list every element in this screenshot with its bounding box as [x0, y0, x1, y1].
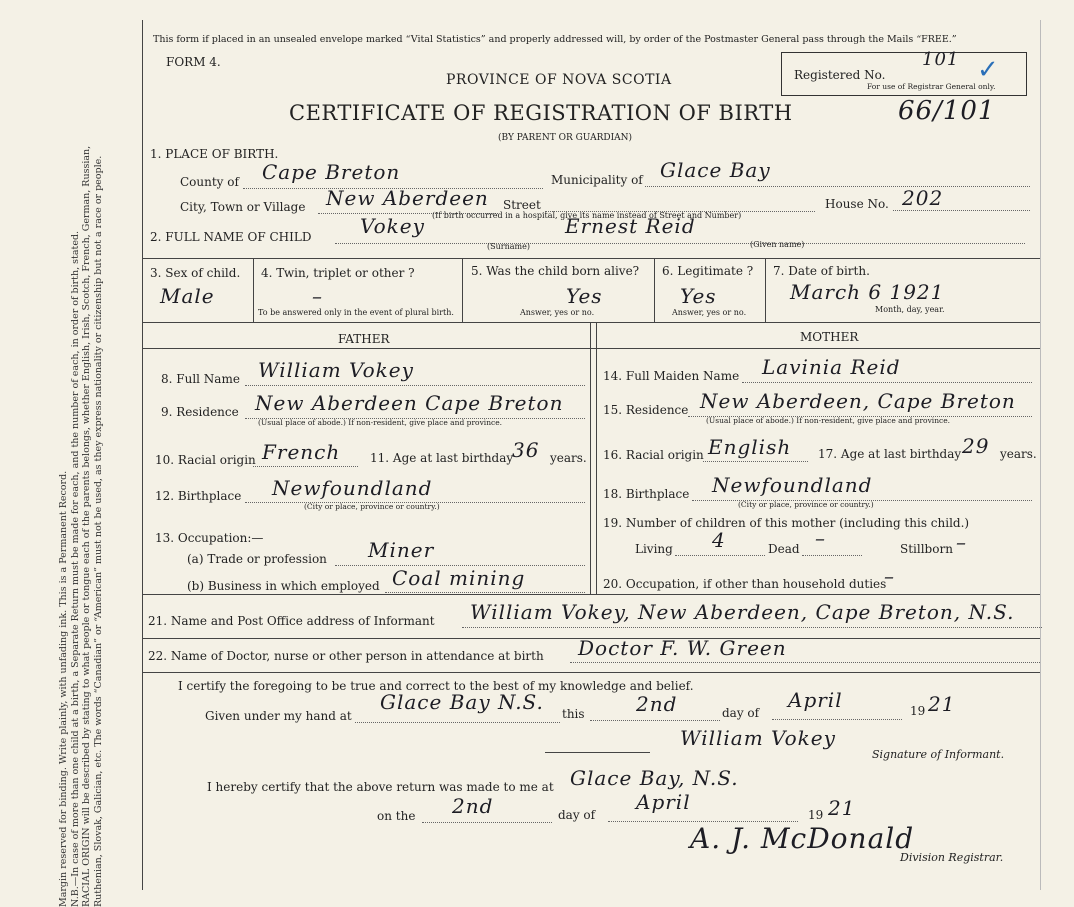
county-value: Cape Breton: [262, 160, 401, 184]
mother-occupation-value: –: [884, 564, 895, 588]
surname-note: (Surname): [487, 242, 530, 251]
registrar-statement: I hereby certify that the above return was made to me at: [207, 780, 554, 794]
informant-value: William Vokey, New Aberdeen, Cape Breton, N.S.: [470, 600, 1015, 624]
mother-occupation-label: 20. Occupation, if other than household duties: [603, 577, 887, 591]
check-mark-icon: ✓: [977, 55, 999, 85]
sex-value: Male: [160, 284, 215, 308]
page-subtitle: (BY PARENT OR GUARDIAN): [498, 133, 633, 143]
given-label: Given under my hand at: [205, 709, 352, 723]
mother-birthplace-note: (City or place, province or country.): [738, 500, 874, 509]
place-heading: 1. PLACE OF BIRTH.: [150, 147, 279, 161]
margin-line: [142, 20, 143, 890]
registered-number: 101: [922, 49, 960, 70]
registrar-year-prefix: 19: [808, 808, 824, 822]
given-dayof-label: day of: [722, 706, 760, 720]
registrar-signature-label: Division Registrar.: [900, 851, 1004, 864]
city-value: New Aberdeen: [326, 186, 489, 210]
twin-note: To be answered only in the event of plural birth.: [258, 308, 454, 317]
postal-notice: This form if placed in an unsealed envelope marked “Vital Statistics” and properly addressed will, by order of the Postmaster General pass through the Mails “FREE.”: [153, 34, 957, 45]
legitimate-note: Answer, yes or no.: [672, 308, 747, 317]
on-the-label: on the: [377, 809, 416, 823]
certify-statement: I certify the foregoing to be true and correct to the best of my knowledge and belief.: [178, 679, 694, 693]
date-note: Month, day, year.: [875, 305, 945, 314]
given-place-value: Glace Bay N.S.: [380, 690, 544, 714]
registered-box: [781, 49, 1027, 96]
father-trade-label: (a) Trade or profession: [187, 552, 327, 566]
sidebar-line: N.B.—In case of more than one child at a birth, a Separate Return must be made for each, and the number of each, in order of birth, stated.: [69, 230, 81, 907]
form-number: FORM 4.: [166, 55, 221, 69]
mother-heading: MOTHER: [800, 330, 859, 344]
twin-label: 4. Twin, triplet or other ?: [261, 266, 415, 280]
registered-note: For use of Registrar General only.: [867, 82, 996, 91]
alive-note: Answer, yes or no.: [520, 308, 595, 317]
father-heading: FATHER: [338, 332, 390, 346]
twin-value: –: [312, 284, 323, 308]
mother-birthplace-label: 18. Birthplace: [603, 487, 690, 501]
municipality-label: Municipality of: [551, 173, 643, 187]
city-label: City, Town or Village: [180, 200, 306, 214]
house-label: House No.: [825, 197, 889, 211]
father-residence-value: New Aberdeen Cape Breton: [255, 391, 564, 415]
father-age-value: 36: [512, 438, 540, 462]
house-value: 202: [902, 186, 944, 210]
legitimate-value: Yes: [680, 284, 717, 308]
informant-signature-label: Signature of Informant.: [872, 748, 1005, 761]
father-name-value: William Vokey: [258, 358, 414, 382]
mother-residence-value: New Aberdeen, Cape Breton: [700, 389, 1016, 413]
father-business-value: Coal mining: [392, 566, 526, 590]
child-surname-value: Vokey: [360, 214, 425, 238]
street-label: Street: [503, 198, 541, 212]
father-birthplace-value: Newfoundland: [272, 476, 433, 500]
registered-label: Registered No.: [794, 68, 886, 82]
father-residence-label: 9. Residence: [161, 405, 239, 419]
mother-age-suffix: years.: [1000, 447, 1037, 461]
father-age-suffix: years.: [550, 451, 587, 465]
mother-residence-note: (Usual place of abode.) If non-resident, give place and province.: [706, 416, 951, 425]
mother-racial-value: English: [708, 435, 792, 459]
father-trade-value: Miner: [368, 538, 435, 562]
doctor-value: Doctor F. W. Green: [578, 636, 787, 660]
mother-name-value: Lavinia Reid: [762, 355, 901, 379]
living-value: 4: [712, 528, 726, 552]
father-racial-label: 10. Racial origin: [155, 453, 256, 467]
mother-name-label: 14. Full Maiden Name: [603, 369, 740, 383]
father-name-label: 8. Full Name: [161, 372, 240, 386]
sidebar-line: RACIAL ORIGIN will be described by stating to what people or tongue each of the parents belongs, whether English, Irish, Scotch, French, German, Russian,: [81, 145, 92, 907]
date-label: 7. Date of birth.: [773, 264, 870, 278]
sidebar-line: Margin reserved for binding. Write plainly, with unfading ink. This is a Permanent Record.: [58, 470, 69, 907]
given-year-prefix: 19: [910, 704, 926, 718]
mother-birthplace-value: Newfoundland: [712, 473, 873, 497]
this-label: this: [562, 707, 585, 721]
registrar-signature: A. J. McDonald: [690, 822, 915, 855]
dead-value: –: [815, 526, 826, 550]
mother-racial-label: 16. Racial origin: [603, 448, 704, 462]
father-birthplace-note: (City or place, province or country.): [304, 502, 440, 511]
mother-age-label: 17. Age at last birthday: [818, 447, 962, 461]
municipality-value: Glace Bay: [660, 158, 771, 182]
margin-notes: [58, 107, 142, 907]
dead-label: Dead: [768, 542, 800, 556]
sex-label: 3. Sex of child.: [150, 266, 241, 280]
registrar-place-value: Glace Bay, N.S.: [570, 766, 739, 790]
page-title: CERTIFICATE OF REGISTRATION OF BIRTH: [289, 101, 793, 125]
mother-children-label: 19. Number of children of this mother (including this child.): [603, 516, 970, 530]
sidebar-line: Ruthenian, Slovak, Galician, etc. The words “Canadian” or “American” must not be used, as they express nationality or citizenship but not a race or people.: [92, 155, 104, 907]
alive-value: Yes: [566, 284, 603, 308]
registrar-dayof-label: day of: [558, 808, 596, 822]
registrar-year-value: 21: [828, 796, 856, 820]
given-day-value: 2nd: [636, 692, 678, 716]
stillborn-value: –: [956, 530, 967, 554]
legitimate-label: 6. Legitimate ?: [662, 264, 754, 278]
father-racial-value: French: [262, 440, 341, 464]
title-handwritten-number: 66/101: [898, 96, 996, 126]
father-residence-note: (Usual place of abode.) If non-resident, give place and province.: [258, 418, 503, 427]
living-label: Living: [635, 542, 673, 556]
father-occupation-label: 13. Occupation:—: [155, 531, 264, 545]
date-value: March 6 1921: [790, 280, 945, 304]
child-name-label: 2. FULL NAME OF CHILD: [150, 230, 312, 244]
mother-residence-label: 15. Residence: [603, 403, 689, 417]
province-heading: PROVINCE OF NOVA SCOTIA: [446, 72, 672, 88]
registrar-month-value: April: [636, 790, 691, 814]
father-birthplace-label: 12. Birthplace: [155, 489, 242, 503]
stillborn-label: Stillborn: [900, 542, 953, 556]
given-year-value: 21: [928, 692, 956, 716]
father-age-label: 11. Age at last birthday: [370, 451, 514, 465]
informant-signature: William Vokey: [680, 726, 836, 750]
alive-label: 5. Was the child born alive?: [471, 264, 640, 278]
doctor-label: 22. Name of Doctor, nurse or other person in attendance at birth: [148, 649, 544, 663]
registrar-day-value: 2nd: [452, 794, 494, 818]
child-given-value: Ernest Reid: [565, 214, 696, 238]
informant-label: 21. Name and Post Office address of Informant: [148, 614, 435, 628]
given-month-value: April: [788, 688, 843, 712]
mother-age-value: 29: [962, 434, 990, 458]
hospital-note: (If birth occurred in a hospital, give its name instead of Street and Number): [432, 211, 742, 220]
county-label: County of: [180, 175, 239, 189]
given-note: (Given name): [750, 240, 805, 249]
father-business-label: (b) Business in which employed: [187, 579, 380, 593]
